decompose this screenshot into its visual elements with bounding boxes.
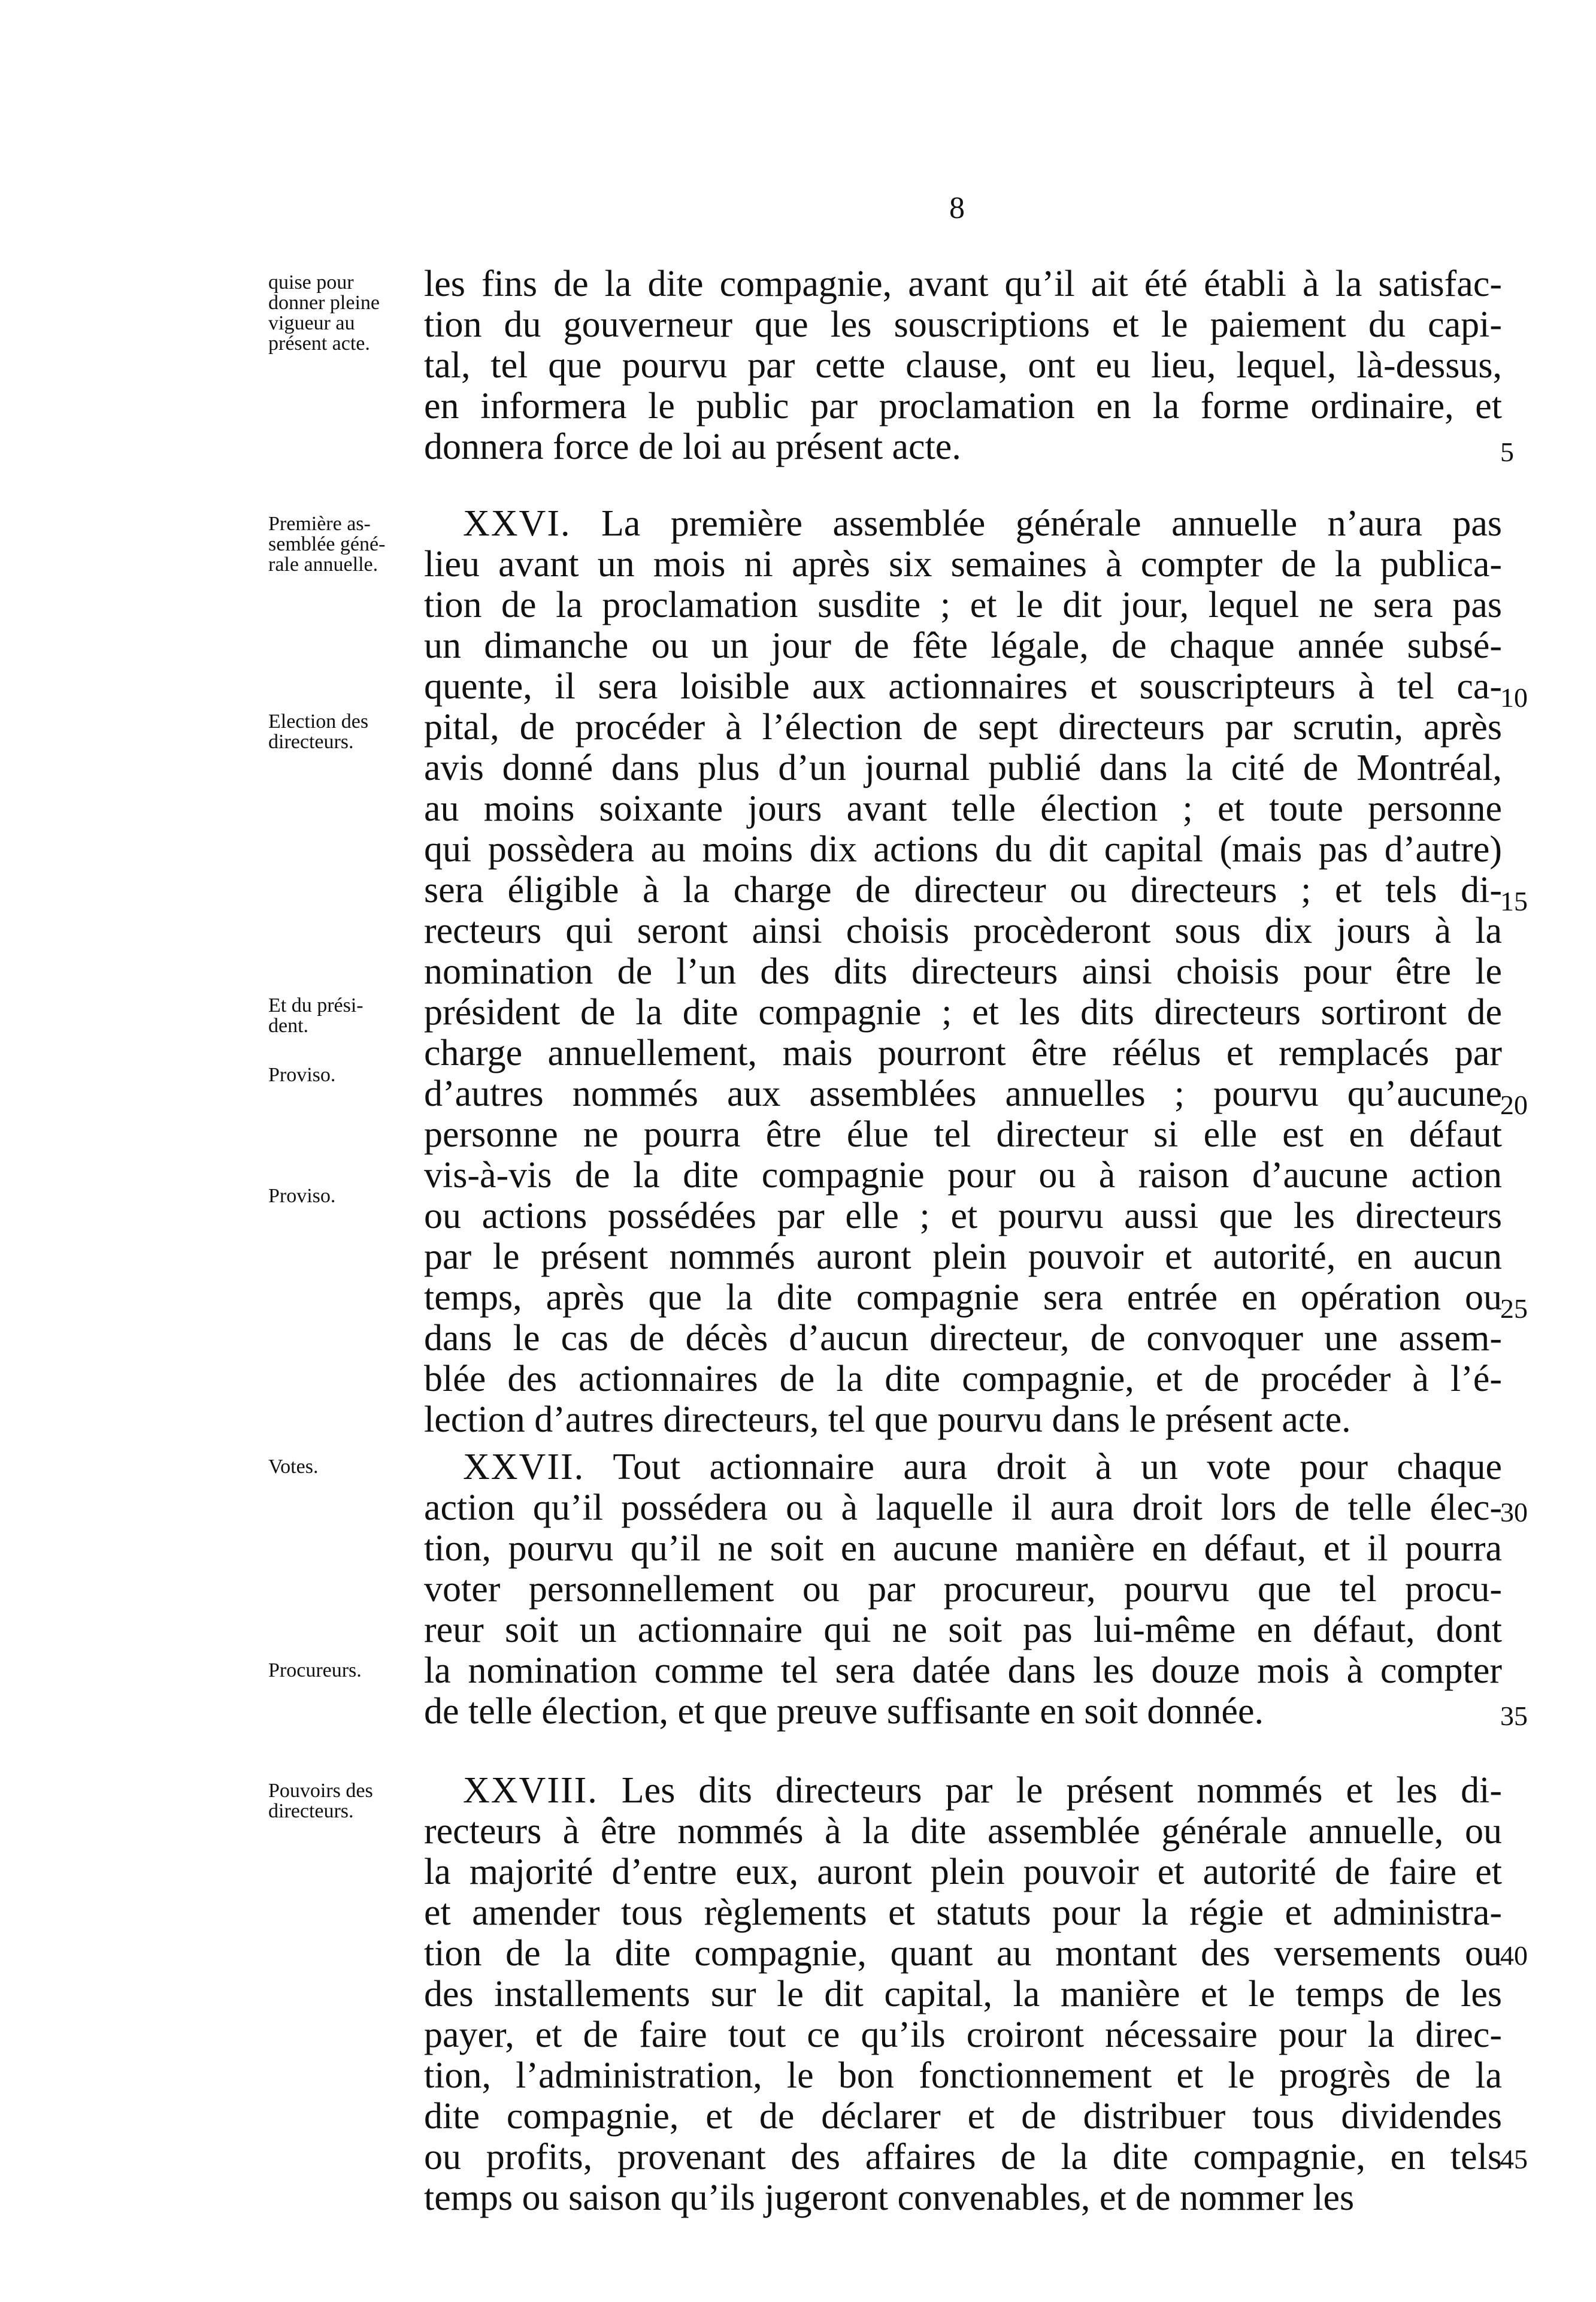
text-line: avis donné dans plus d’un journal publié dans la cité de Montréal,	[424, 748, 1502, 788]
text-line: nomination de l’un des dits directeurs ainsi choisis pour être le	[424, 951, 1502, 992]
text-line: vis-à-vis de la dite compagnie pour ou à raison d’aucune action	[424, 1155, 1502, 1196]
text-line: président de la dite compagnie ; et les dits directeurs sortiront de	[424, 992, 1502, 1033]
line-number: 5	[1500, 437, 1514, 467]
text-line: La première assemblée générale annuelle n’aura pas	[601, 503, 1503, 544]
text-line: Les dits directeurs par le présent nommés et les di-	[621, 1770, 1503, 1811]
margin-note-line: Election des	[268, 710, 369, 733]
text-line: donnera force de loi au présent acte.	[424, 426, 961, 467]
line-number: 45	[1500, 2144, 1528, 2174]
line-number: 40	[1500, 1940, 1528, 1971]
text-line: dite compagnie, et de déclarer et de distribuer tous dividendes	[424, 2096, 1502, 2137]
text-line: tion du gouverneur que les souscriptions et le paiement du capi-	[424, 304, 1502, 345]
margin-note-line: Proviso.	[268, 1185, 336, 1207]
margin-note-line: présent acte.	[268, 332, 370, 355]
text-line: par le présent nommés auront plein pouvoir et autorité, en aucun	[424, 1236, 1502, 1277]
margin-note-line: Pouvoirs des	[268, 1780, 373, 1802]
text-line: ou actions possédées par elle ; et pourvu aussi que les directeurs	[424, 1196, 1502, 1236]
margin-note-line: Proviso.	[268, 1064, 336, 1086]
text-line: dans le cas de décès d’aucun directeur, de convoquer une assem-	[424, 1318, 1502, 1359]
line-number: 20	[1500, 1090, 1528, 1120]
text-line: charge annuellement, mais pourront être réélus et remplacés par	[424, 1033, 1502, 1073]
text-line: la nomination comme tel sera datée dans les douze mois à compter	[424, 1650, 1502, 1691]
margin-note-president	[268, 996, 421, 1036]
margin-note-line: vigueur au	[268, 312, 355, 334]
text-line: recteurs qui seront ainsi choisis procèderont sous dix jours à la	[424, 910, 1502, 951]
text-line: en informera le public par proclamation en la forme ordinaire, et	[424, 386, 1502, 426]
text-line: qui possèdera au moins dix actions du dit capital (mais pas d’autre)	[424, 829, 1502, 870]
text-line-first	[424, 1447, 1502, 1487]
text-line-first	[424, 503, 1502, 544]
text-line: reur soit un actionnaire qui ne soit pas lui-même en défaut, dont	[424, 1610, 1502, 1650]
margin-note-line: donner pleine	[268, 292, 380, 314]
text-line: de telle élection, et que preuve suffisante en soit donnée.	[424, 1691, 1264, 1732]
text-line: tion, l’administration, le bon fonctionnement et le progrès de la	[424, 2055, 1502, 2096]
text-line: les fins de la dite compagnie, avant qu’il ait été établi à la satisfac-	[424, 264, 1502, 304]
margin-note-line: Procureurs.	[268, 1659, 362, 1681]
margin-note-proviso-2	[268, 1186, 421, 1206]
text-line: tion de la proclamation susdite ; et le dit jour, lequel ne sera pas	[424, 585, 1502, 625]
margin-note-acte	[268, 273, 421, 354]
text-line: temps, après que la dite compagnie sera entrée en opération ou	[424, 1277, 1502, 1318]
section-xxvi	[424, 503, 1502, 1440]
text-line: tal, tel que pourvu par cette clause, ont eu lieu, lequel, là-dessus,	[424, 345, 1502, 386]
text-line: Tout actionnaire aura droit à un vote pour chaque	[613, 1447, 1502, 1487]
margin-note-line: rale annuelle.	[268, 553, 378, 576]
text-line: quente, il sera loisible aux actionnaires et souscripteurs à tel ca-	[424, 666, 1502, 707]
page-number: 8	[949, 191, 965, 225]
text-line: action qu’il possédera ou à laquelle il aura droit lors de telle élec-	[424, 1487, 1502, 1528]
margin-note-line: Et du prési-	[268, 994, 364, 1017]
text-line: temps ou saison qu’ils jugeront convenables, et de nommer les	[424, 2177, 1355, 2218]
text-line: et amender tous règlements et statuts pour la régie et administra-	[424, 1892, 1502, 1933]
section-number: XXVIII.	[463, 1770, 598, 1811]
line-number: 35	[1500, 1701, 1528, 1731]
text-line: sera éligible à la charge de directeur ou directeurs ; et tels di-	[424, 870, 1502, 910]
section-xxviii	[424, 1770, 1502, 2218]
margin-note-line: semblée géné-	[268, 533, 386, 555]
text-line: la majorité d’entre eux, auront plein pouvoir et autorité de faire et	[424, 1852, 1502, 1892]
text-line: payer, et de faire tout ce qu’ils croiront nécessaire pour la direc-	[424, 2014, 1502, 2055]
text-line: ou profits, provenant des affaires de la dite compagnie, en tels	[424, 2137, 1502, 2177]
text-line: blée des actionnaires de la dite compagnie, et de procéder à l’é-	[424, 1359, 1502, 1399]
text-line: tion, pourvu qu’il ne soit en aucune manière en défaut, et il pourra	[424, 1528, 1502, 1569]
text-line: lieu avant un mois ni après six semaines à compter de la publica-	[424, 544, 1502, 585]
text-line: lection d’autres directeurs, tel que pourvu dans le présent acte.	[424, 1399, 1351, 1440]
margin-note-votes	[268, 1457, 421, 1477]
text-line: pital, de procéder à l’élection de sept directeurs par scrutin, après	[424, 707, 1502, 748]
margin-note-line: directeurs.	[268, 1800, 354, 1822]
margin-note-procureurs	[268, 1660, 421, 1681]
section-number: XXVII.	[463, 1447, 585, 1487]
text-line: d’autres nommés aux assemblées annuelles ; pourvu qu’aucune	[424, 1073, 1502, 1114]
margin-note-assemblee	[268, 514, 421, 575]
section-number: XXVI.	[463, 503, 571, 544]
text-line: un dimanche ou un jour de fête légale, de chaque année subsé-	[424, 625, 1502, 666]
text-line: des installements sur le dit capital, la manière et le temps de les	[424, 1974, 1502, 2014]
section-xxvii	[424, 1447, 1502, 1732]
margin-note-line: dent.	[268, 1015, 309, 1037]
margin-note-pouvoirs	[268, 1781, 421, 1822]
line-number: 15	[1500, 886, 1528, 916]
line-number: 30	[1500, 1497, 1528, 1527]
margin-note-line: quise pour	[268, 271, 354, 294]
text-line: au moins soixante jours avant telle élection ; et toute personne	[424, 788, 1502, 829]
margin-note-line: Première as-	[268, 513, 371, 535]
margin-note-proviso-1	[268, 1065, 421, 1085]
margin-note-election	[268, 712, 421, 752]
line-number: 25	[1500, 1293, 1528, 1324]
text-line: voter personnellement ou par procureur, pourvu que tel procu-	[424, 1569, 1502, 1610]
text-line: personne ne pourra être élue tel directeur si elle est en défaut	[424, 1114, 1502, 1155]
text-line: recteurs à être nommés à la dite assemblée générale annuelle, ou	[424, 1811, 1502, 1852]
text-line-first	[424, 1770, 1502, 1811]
paragraph-continuation	[424, 264, 1502, 467]
line-number: 10	[1500, 682, 1528, 713]
margin-note-line: directeurs.	[268, 731, 354, 753]
text-line: tion de la dite compagnie, quant au montant des versements ou	[424, 1933, 1502, 1974]
margin-note-line: Votes.	[268, 1456, 319, 1478]
